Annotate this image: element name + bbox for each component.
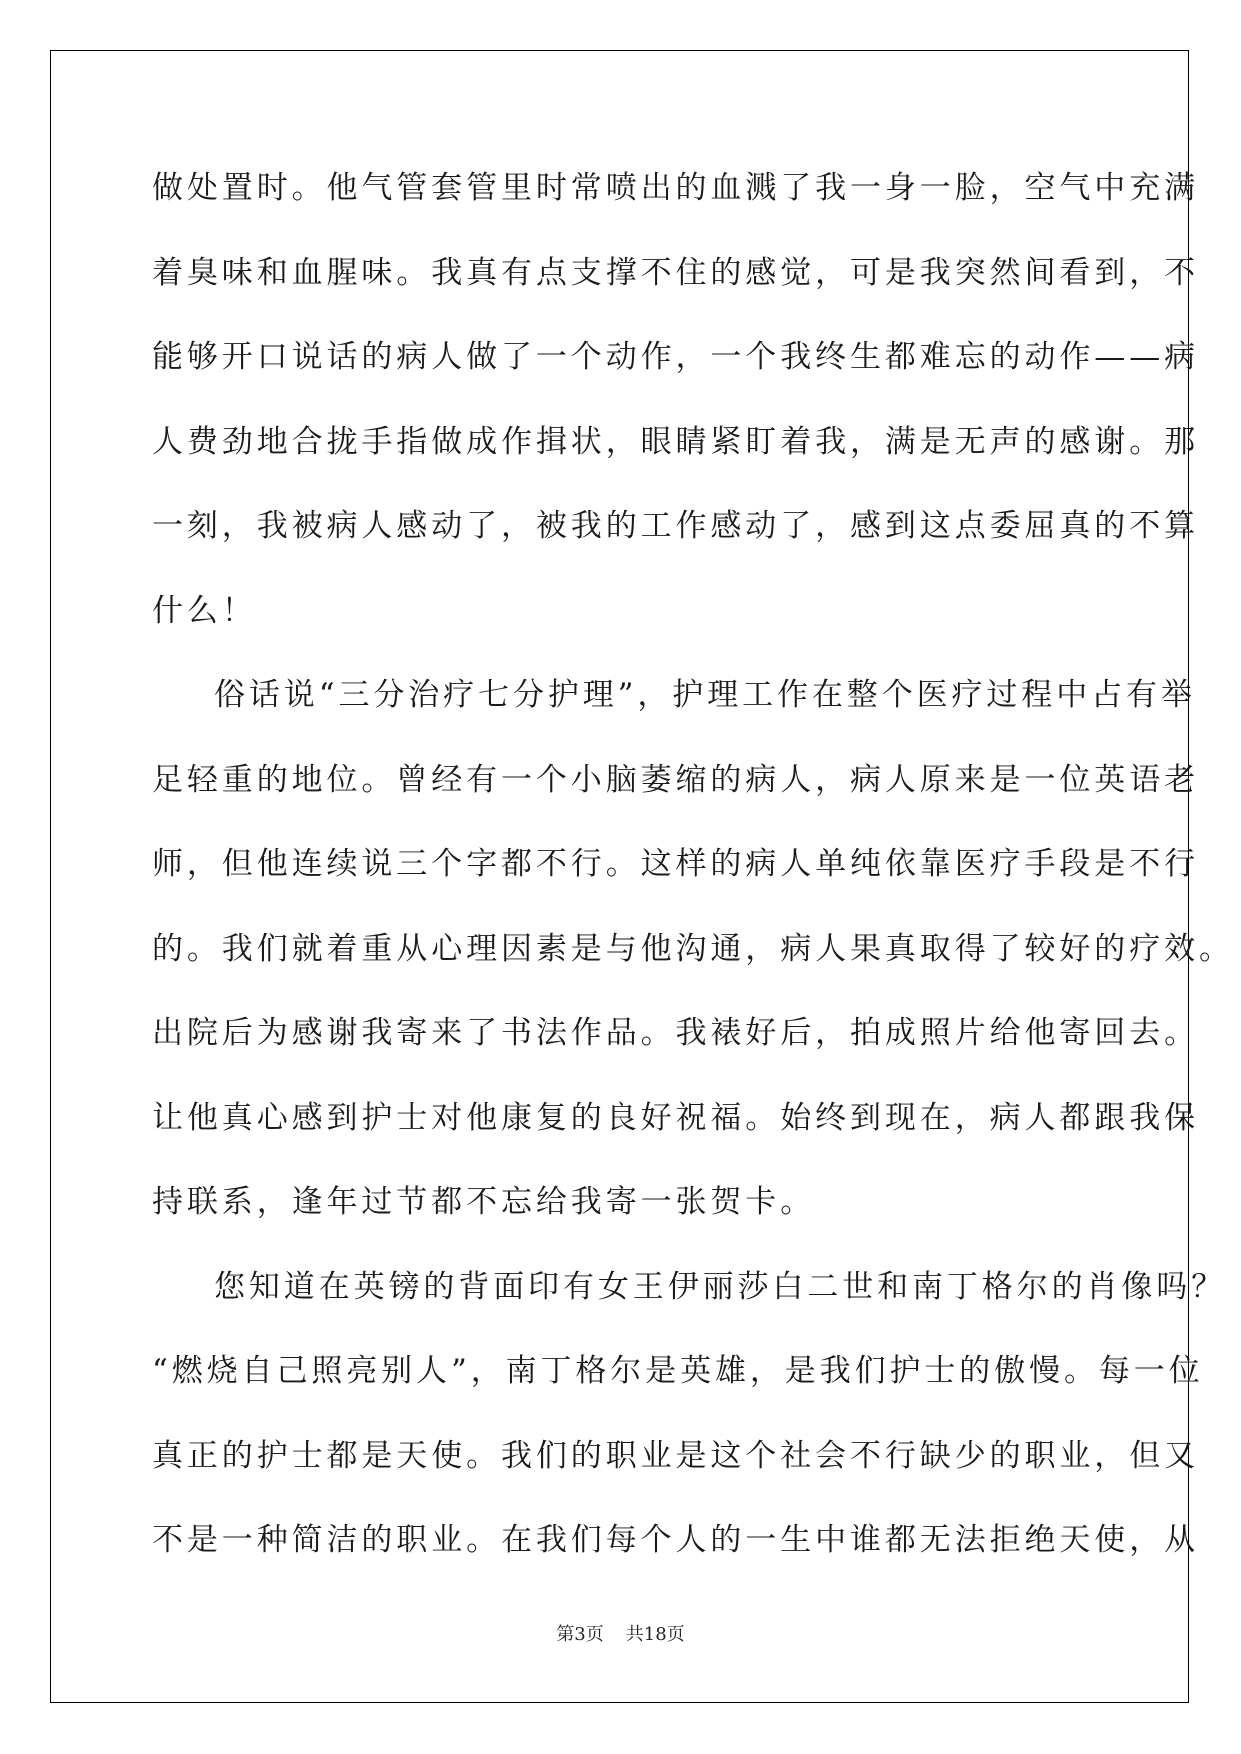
text-line: 人费劲地合拢手指做成作揖状，眼睛紧盯着我，满是无声的感谢。那 xyxy=(152,423,1199,460)
page-total: 共18页 xyxy=(625,1624,685,1645)
paragraph xyxy=(152,160,1199,667)
text-line-first: 俗话说“三分治疗七分护理”，护理工作在整个医疗过程中占有举 xyxy=(214,677,1196,713)
text-line: 不是一种简洁的职业。在我们每个人的一生中谁都无法拒绝天使，从 xyxy=(152,1522,1199,1558)
page-footer xyxy=(0,1623,1241,1647)
paragraph xyxy=(152,667,1234,1259)
text-line: 什么！ xyxy=(152,592,257,629)
text-line: 一刻，我被病人感动了，被我的工作感动了，感到这点委屈真的不算 xyxy=(152,508,1199,544)
text-line: 让他真心感到护士对他康复的良好祝福。始终到现在，病人都跟我保 xyxy=(152,1099,1199,1136)
document-body xyxy=(152,160,1234,1597)
text-line: 能够开口说话的病人做了一个动作，一个我终生都难忘的动作——病 xyxy=(152,339,1199,375)
paragraph xyxy=(152,1259,1227,1597)
text-line: 真正的护士都是天使。我们的职业是这个社会不行缺少的职业，但又 xyxy=(152,1437,1199,1474)
text-line: 出院后为感谢我寄来了书法作品。我裱好后，拍成照片给他寄回去。 xyxy=(152,1015,1199,1051)
text-line-first: 您知道在英镑的背面印有女王伊丽莎白二世和南丁格尔的肖像吗？ xyxy=(214,1268,1227,1305)
text-line: 着臭味和血腥味。我真有点支撑不住的感觉，可是我突然间看到，不 xyxy=(152,254,1199,291)
text-line: 持联系，逢年过节都不忘给我寄一张贺卡。 xyxy=(152,1184,816,1220)
text-line: 足轻重的地位。曾经有一个小脑萎缩的病人，病人原来是一位英语老 xyxy=(152,761,1199,798)
text-line: “燃烧自己照亮别人”，南丁格尔是英雄，是我们护士的傲慢。每一位 xyxy=(152,1353,1204,1389)
text-line: 做处置时。他气管套管里时常喷出的血溅了我一身一脸，空气中充满 xyxy=(152,170,1199,206)
page-number: 第3页 xyxy=(556,1624,604,1645)
text-line: 师，但他连续说三个字都不行。这样的病人单纯依靠医疗手段是不行 xyxy=(152,846,1199,882)
text-line: 的。我们就着重从心理因素是与他沟通，病人果真取得了较好的疗效。 xyxy=(152,930,1234,967)
